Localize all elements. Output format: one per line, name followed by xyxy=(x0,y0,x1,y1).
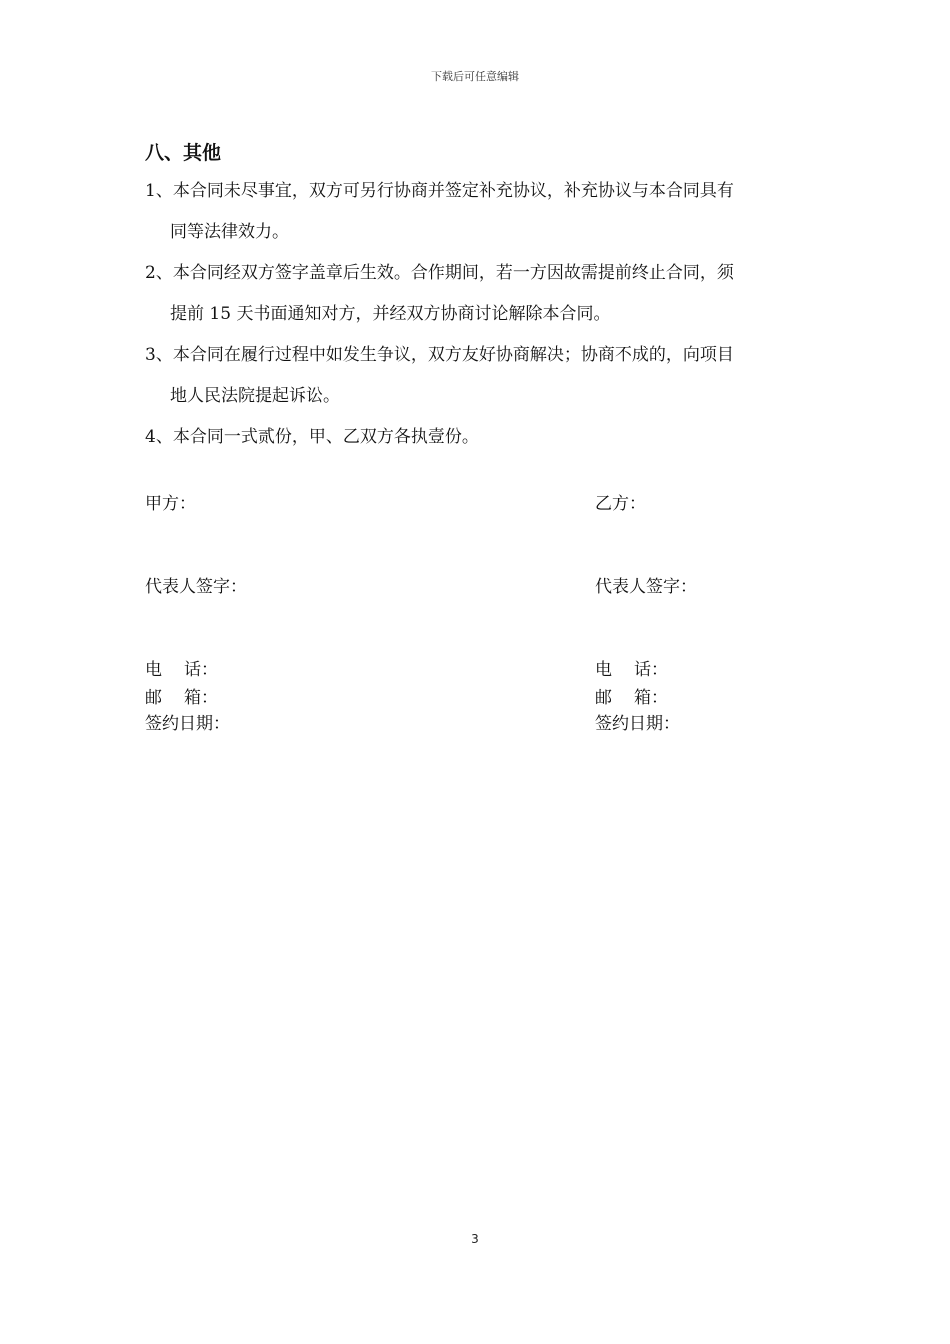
clause-4 xyxy=(145,417,810,458)
section-title: 八、其他 xyxy=(145,142,222,164)
clause-4-line1: 4、本合同一式贰份，甲、乙双方各执壹份。 xyxy=(145,427,479,447)
clause-2-line1: 2、本合同经双方签字盖章后生效。合作期间，若一方因故需提前终止合同，须 xyxy=(145,263,734,283)
party-b-phone-char: 电 xyxy=(595,660,612,680)
clause-1 xyxy=(145,171,810,253)
party-a-email-char: 邮 xyxy=(145,688,162,708)
clause-2-line2: 提前 15 天书面通知对方，并经双方协商讨论解除本合同。 xyxy=(170,304,611,324)
party-b-email-char: 邮 xyxy=(595,688,612,708)
party-a-email-char2: 箱： xyxy=(184,688,218,708)
clause-3-line2: 地人民法院提起诉讼。 xyxy=(170,386,340,406)
clause-3 xyxy=(145,335,810,417)
party-b-date-label: 签约日期： xyxy=(595,714,680,734)
party-b-label: 乙方： xyxy=(595,494,646,514)
party-a-email-label xyxy=(145,685,218,711)
party-a-phone-char: 电 xyxy=(145,660,162,680)
party-a-phone-label xyxy=(145,657,218,683)
clause-3-line1: 3、本合同在履行过程中如发生争议，双方友好协商解决；协商不成的，向项目 xyxy=(145,345,734,365)
party-b-representative-label: 代表人签字： xyxy=(595,577,697,597)
page-number: 3 xyxy=(471,1232,479,1246)
party-a-representative-label: 代表人签字： xyxy=(145,577,247,597)
clause-1-line1: 1、本合同未尽事宜，双方可另行协商并签定补充协议，补充协议与本合同具有 xyxy=(145,181,734,201)
party-a-date-label: 签约日期： xyxy=(145,714,230,734)
clause-1-line2: 同等法律效力。 xyxy=(170,222,289,242)
party-a-phone-char2: 话： xyxy=(184,660,218,680)
party-b-phone-label xyxy=(595,657,668,683)
party-b-email-char2: 箱： xyxy=(634,688,668,708)
clause-2 xyxy=(145,253,810,335)
page-header: 下载后可任意编辑 xyxy=(431,70,519,83)
party-b-email-label xyxy=(595,685,668,711)
party-a-label: 甲方： xyxy=(145,494,196,514)
party-b-phone-char2: 话： xyxy=(634,660,668,680)
